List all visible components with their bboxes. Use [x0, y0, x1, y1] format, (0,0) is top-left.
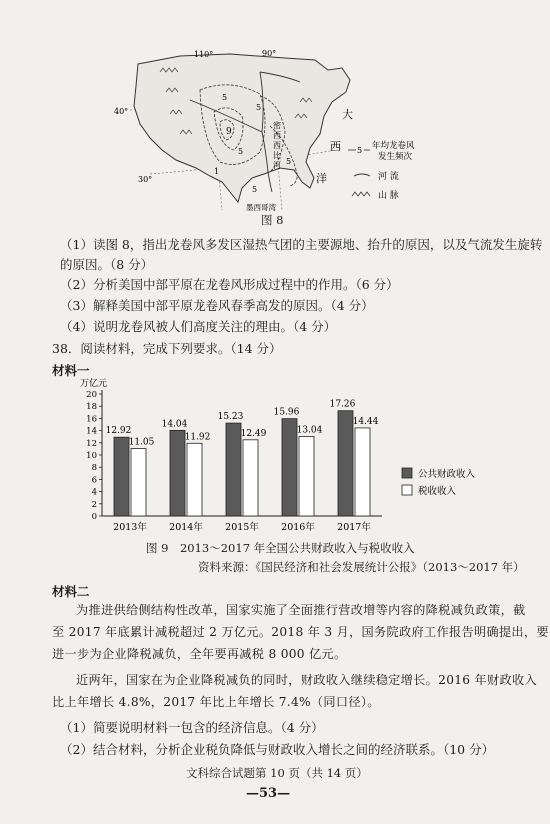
bar-fiscal	[170, 430, 185, 516]
legend-swatch	[402, 485, 412, 495]
bar-value-label: 12.49	[240, 428, 267, 439]
legend-label: 税收收入	[418, 486, 457, 497]
contour-value: 5	[222, 93, 228, 102]
contour-value: 5	[238, 147, 244, 156]
para1-line-3: 进一步为企业降税减负，全年要再减税 8 000 亿元。	[52, 647, 347, 661]
bar-tax	[131, 449, 146, 516]
contour-value: 5	[256, 103, 262, 112]
bar-value-label: 17.26	[329, 399, 356, 410]
bar-value-label: 15.23	[217, 412, 244, 423]
para1-line-2: 至 2017 年底累计减税超过 2 万亿元。2018 年 3 月，国务院政府工作报告明确提出，要	[52, 625, 549, 639]
x-tick-label: 2016年	[281, 522, 315, 533]
legend-mountain-symbol	[352, 192, 370, 196]
q37-line-3: （2）分析美国中部平原在龙卷风形成过程中的作用。（6 分）	[60, 277, 399, 292]
bar-tax	[299, 436, 314, 516]
revenue-chart-svg	[72, 376, 512, 534]
q38-sub-1: （1）简要说明材料一包含的经济信息。（4 分）	[60, 720, 324, 735]
page-number: —53—	[246, 786, 291, 801]
y-tick-label: 18	[86, 402, 97, 413]
bar-fiscal	[338, 411, 353, 516]
river-name-3: 西	[273, 141, 281, 150]
material2-label: 材料二	[52, 584, 90, 599]
bar-tax	[187, 443, 202, 516]
bar-value-label: 15.96	[273, 407, 300, 418]
contour-value: 5	[252, 185, 258, 194]
y-tick-label: 6	[91, 475, 97, 486]
ocean-label-1: 大	[342, 108, 353, 121]
y-tick-label: 8	[91, 463, 97, 474]
contour-value: 5	[286, 157, 292, 166]
ocean-label-3: 洋	[316, 172, 327, 185]
q38-header: 38．阅读材料，完成下列要求。（14 分）	[52, 341, 282, 356]
material2-para-1	[52, 599, 549, 665]
q37-line-1: （1）读图 8，指出龙卷风多发区湿热气团的主要源地、抬升的原因，以及气流发生旋转	[60, 237, 543, 252]
bar-value-label: 14.44	[352, 416, 379, 427]
x-tick-label: 2017年	[337, 522, 371, 533]
q37-line-2: 的原因。（8 分）	[60, 257, 154, 272]
y-tick-label: 12	[86, 438, 97, 449]
x-tick-label: 2013年	[113, 522, 147, 533]
bar-fiscal	[226, 423, 241, 516]
material1-label: 材料一	[52, 363, 90, 378]
legend-contour-text-2: 发生频次	[378, 152, 413, 162]
contour-value-1: 1	[214, 167, 220, 176]
contour-value-9: 9	[226, 127, 232, 137]
legend-river-symbol	[354, 174, 370, 176]
bar-tax	[243, 440, 258, 516]
x-tick-label: 2015年	[225, 522, 259, 533]
para2-line-2: 比上年增长 4.8%，2017 年比上年增长 7.4%（同口径）。	[52, 695, 380, 709]
lat-30-label: 30°	[138, 175, 153, 184]
map-svg	[110, 42, 370, 212]
para1-line-1: 为推进供给侧结构性改革，国家实施了全面推行营改增等内容的降税减负政策，截	[76, 603, 526, 617]
gulf-label: 墨西哥湾	[246, 203, 276, 212]
bar-value-label: 12.92	[105, 426, 132, 437]
material2-para-2	[52, 669, 537, 713]
para2-line-1: 近两年，国家在为企业降税减负的同时，财政收入继续稳定增长。2016 年财政收入	[76, 673, 537, 687]
bar-value-label: 11.92	[184, 432, 211, 443]
footer-text: 文科综合试题第 10 页（共 14 页）	[186, 766, 368, 780]
lat-40-label: 40°	[114, 107, 129, 116]
legend-mountain-label: 山 脉	[378, 191, 399, 201]
map-legend-svg	[348, 138, 448, 212]
river-name-5: 河	[273, 161, 281, 170]
figure9-caption: 图 9 2013～2017 年全国公共财政收入与税收收入	[146, 541, 415, 555]
us-tornado-map	[110, 42, 370, 212]
bar-value-label: 11.05	[128, 437, 155, 448]
river-name-4: 比	[273, 151, 281, 160]
y-tick-label: 4	[91, 487, 97, 498]
bar-fiscal	[282, 419, 297, 516]
map-legend	[348, 138, 448, 212]
y-axis-label: 万亿元	[80, 379, 108, 389]
lon-110-label: 110°	[194, 50, 214, 59]
legend-river-label: 河 流	[378, 172, 399, 182]
legend-swatch	[402, 468, 412, 478]
y-tick-label: 10	[86, 451, 97, 461]
q37-line-5: （4）说明龙卷风被人们高度关注的理由。（4 分）	[60, 319, 337, 334]
river-name-1: 密	[273, 121, 281, 130]
y-tick-label: 0	[91, 512, 97, 522]
bar-value-label: 13.04	[296, 425, 323, 436]
revenue-chart	[72, 376, 512, 534]
source-note: 资料来源：《国民经济和社会发展统计公报》（2013～2017 年）	[198, 560, 525, 574]
bar-value-label: 14.04	[161, 419, 188, 430]
bar-fiscal	[114, 437, 129, 516]
y-tick-label: 20	[86, 390, 97, 400]
q38-sub-2: （2）结合材料，分析企业税负降低与财政收入增长之间的经济联系。（10 分）	[60, 742, 495, 757]
bar-tax	[355, 428, 370, 516]
legend-contour-num: 5	[357, 146, 363, 155]
y-tick-label: 2	[91, 499, 97, 510]
y-tick-label: 14	[86, 426, 97, 437]
river-name-2: 西	[273, 131, 281, 140]
legend-label: 公共财政收入	[418, 469, 476, 480]
figure8-caption: 图 8	[261, 213, 284, 227]
x-tick-label: 2014年	[169, 522, 203, 533]
q37-line-4: （3）解释美国中部平原龙卷风春季高发的原因。（4 分）	[60, 298, 374, 313]
y-tick-label: 16	[86, 414, 97, 425]
lon-90-label: 90°	[262, 49, 277, 58]
legend-contour-text-1: 年均龙卷风	[372, 141, 415, 151]
ocean-label-2: 西	[330, 140, 341, 153]
